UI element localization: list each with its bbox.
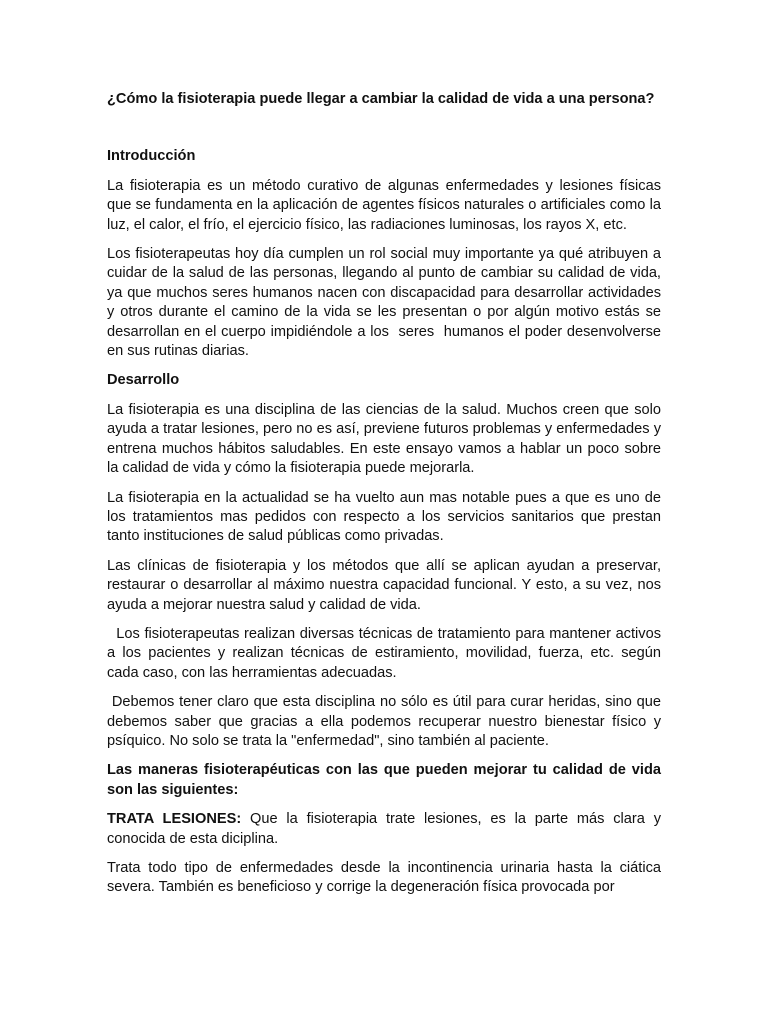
ways-heading: Las maneras fisioterapéuticas con las que pueden mejorar tu calidad de vida son las siguientes: xyxy=(107,762,661,798)
trata-lesiones-paragraph xyxy=(107,810,661,849)
intro-paragraph-1: La fisioterapia es un método curativo de algunas enfermedades y lesiones físicas que se fundamenta en la aplicación de agentes físicos naturales o artificiales como la luz, el calor, el frío, el ejercicio físico, las radiaciones luminosas, los rayos X, etc. xyxy=(107,177,661,233)
intro-heading: Introducción xyxy=(107,148,196,165)
trata-lesiones-text: Que la fisioterapia trate lesiones, es la parte más clara y conocida de esta diciplina. xyxy=(107,811,662,847)
development-paragraph-5: Debemos tener claro que esta disciplina no sólo es útil para curar heridas, sino que debemos saber que gracias a ella podemos recuperar nuestro bienestar físico y psíquico. No solo se trata la "enfermedad", sino también al paciente. xyxy=(107,694,666,749)
development-paragraph-4: Los fisioterapeutas realizan diversas técnicas de tratamiento para mantener activos a los pacientes y realizan técnicas de estiramiento, movilidad, fuerza, etc. según cada caso, con las herramientas adecuadas. xyxy=(107,625,666,681)
document-page xyxy=(107,90,666,908)
last-paragraph: Trata todo tipo de enfermedades desde la incontinencia urinaria hasta la ciática severa. También es beneficioso y corrige la degeneración física provocada por xyxy=(107,860,661,896)
development-heading: Desarrollo xyxy=(107,372,180,389)
development-paragraph-3: Las clínicas de fisioterapia y los métodos que allí se aplican ayudan a preservar, restaurar o desarrollar al máximo nuestra capacidad funcional. Y esto, a su vez, nos ayuda a mejorar nuestra salud y calidad de vida. xyxy=(107,557,661,613)
trata-lesiones-label: TRATA LESIONES: xyxy=(107,811,242,828)
development-paragraph-1: La fisioterapia es una disciplina de las ciencias de la salud. Muchos creen que solo ayuda a tratar lesiones, pero no es así, previene futuros problemas y enfermedades y entrena muchos hábitos saludables. En este ensayo vamos a hablar un poco sobre la calidad de vida y cómo la fisioterapia puede mejorarla. xyxy=(107,401,661,477)
intro-paragraph-2: Los fisioterapeutas hoy día cumplen un rol social muy importante ya qué atribuyen a cuidar de la salud de las personas, llegando al punto de cambiar su calidad de vida, ya que muchos seres humanos nacen con discapacidad para desarrollar actividades y otros durante el camino de la vida se les presentan o por algún motivo estás se desarrollan en el cuerpo impidiéndole a los seres humanos el poder desenvolverse en sus rutinas diarias. xyxy=(107,246,666,360)
development-paragraph-2: La fisioterapia en la actualidad se ha vuelto aun mas notable pues a que es uno de los tratamientos mas pedidos con respecto a los servicios sanitarios que prestan tanto instituciones de salud públicas como privadas. xyxy=(107,489,661,545)
document-title: ¿Cómo la fisioterapia puede llegar a cambiar la calidad de vida a una persona? xyxy=(107,91,655,107)
